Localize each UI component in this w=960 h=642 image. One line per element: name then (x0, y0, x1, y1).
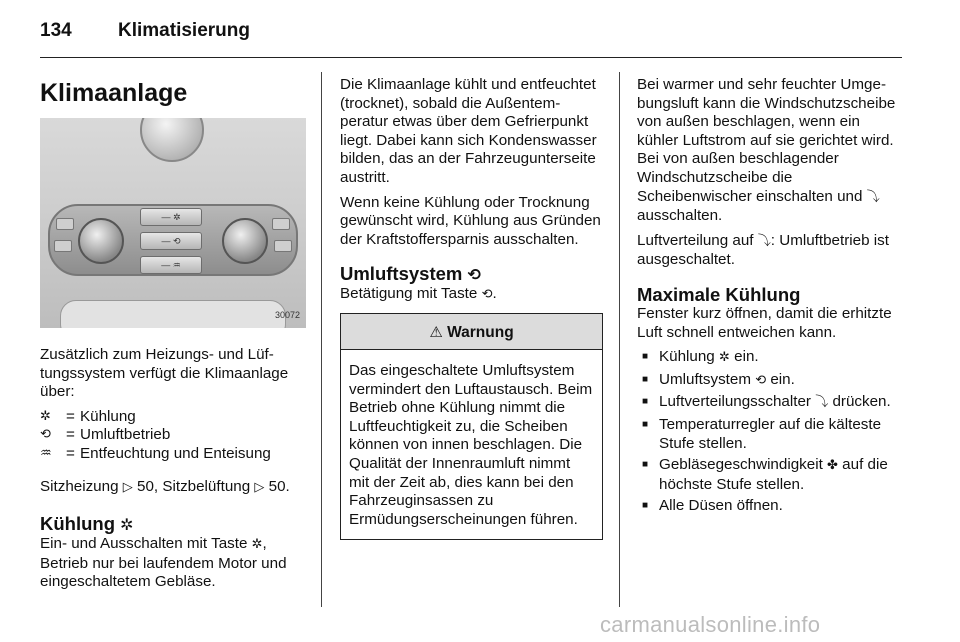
list-item-text (651, 393, 891, 413)
climate-panel-photo (40, 118, 306, 328)
warning-text: Das eingeschaltete Umluftsystem vermindert den Luftaustausch. Beim Betrieb ohne Kühlung nimmt die Luftfeuchtigkeit zu, die Scheiben können von innen beschlagen. Die Qualität der Innenraumluft nimmt mit der Zeit ab, dies kann bei den Fahrzeuginsassen zu Ermüdungserscheinungen führen. (349, 361, 593, 528)
left-knob (78, 218, 124, 264)
warning-box (340, 313, 603, 540)
arrow-ref-icon: ▷ (122, 479, 133, 495)
intro-text: Zusätzlich zum Heizungs- und Lüftungssystem verfügt die Klimaanlage über: (40, 346, 289, 401)
arrow-ref-icon: ▷ (254, 479, 265, 495)
defog-icon: ♒ (40, 445, 52, 461)
kuehlung-text-2: Betrieb nur bei laufendem Motor und eingeschaltetem Gebläse. (40, 554, 287, 591)
column-1 (40, 76, 306, 598)
panel-small-button (272, 218, 290, 230)
kuehlung-text: Ein- und Ausschalten mit Taste ✲, (40, 535, 267, 553)
umluft-text: Betätigung mit Taste ⟲. (340, 285, 497, 303)
list-item (637, 348, 905, 368)
page-ref: 50. (268, 477, 290, 495)
legend-item (40, 445, 306, 464)
recirculation-icon: ⟲ (467, 265, 481, 285)
bullet-square: ■ (642, 418, 649, 430)
warning-title: Warnung (447, 323, 514, 341)
watermark: carmanualsonline.info (600, 612, 821, 637)
cooling-icon: ✲ (40, 408, 51, 424)
page-number: 134 (40, 20, 72, 41)
list-item-text (651, 348, 759, 368)
warning-icon: ⚠ (429, 322, 443, 341)
bullet-square: ■ (642, 500, 649, 512)
list-text: drücken. (832, 393, 891, 411)
paragraph-text: : Umluftbetrieb ist ausgeschaltet. (637, 231, 889, 269)
panel-button: — ⟲ (140, 232, 202, 250)
cooling-icon: ✲ (718, 350, 730, 366)
list-item (637, 497, 905, 516)
panel-button: — ♒ (140, 256, 202, 274)
legend-text: Kühlung (80, 407, 136, 425)
column-divider (619, 72, 620, 607)
legend-text: Umluftbetrieb (80, 426, 171, 444)
chapter-title: Klimatisierung (118, 20, 250, 41)
bullet-square: ■ (642, 351, 649, 363)
page-header (40, 18, 902, 58)
paragraph: Die Klimaanlage kühlt und entfeuchtet (trocknet), sobald die Außentemperatur etwas über dem Gefrierpunkt liegt. Dabei kann sich Kondenswasser bilden, das an der Fahrzeugunterseite austritt. (340, 76, 597, 186)
cooling-icon: ✲ (251, 537, 263, 553)
list-text: Temperaturregler auf die kälteste Stufe stellen. (659, 415, 882, 452)
column-3 (637, 76, 905, 519)
column-divider (321, 72, 322, 607)
top-dial (140, 118, 204, 162)
bullet-list (637, 348, 905, 516)
kuehlung-heading (40, 513, 306, 535)
panel-small-button (56, 218, 74, 230)
right-knob (222, 218, 268, 264)
list-item (637, 416, 905, 453)
paragraph-text: Luftverteilung auf (637, 231, 754, 249)
list-text: ein. (734, 348, 759, 366)
list-item (637, 393, 905, 413)
list-item-text (651, 371, 795, 391)
fan-icon: ✤ (827, 458, 838, 474)
legend-item (40, 426, 306, 445)
heading-text: Kühlung (40, 513, 116, 535)
list-text: Luftverteilungsschalter (659, 393, 811, 411)
max-cooling-text: Fenster kurz öffnen, damit die erhitzte Luft schnell entweichen kann. (637, 304, 892, 341)
recirculation-icon: ⟲ (481, 287, 493, 303)
seat-heating-label: Sitzheizung (40, 477, 119, 495)
panel-small-button (274, 240, 292, 252)
legend-text: Entfeuchtung und Enteisung (80, 444, 271, 462)
list-item-text (651, 456, 905, 494)
list-text: Alle Düsen öffnen. (659, 497, 783, 515)
bullet-square: ■ (642, 459, 649, 471)
equals-sign: = (66, 426, 75, 444)
equals-sign: = (66, 407, 75, 425)
heading-text: Umluftsystem (340, 263, 463, 285)
cooling-icon: ✲ (120, 515, 134, 535)
list-text: ein. (770, 370, 795, 388)
seat-ventilation-label: , Sitzbelüftung (153, 477, 251, 495)
page-ref: 50 (137, 477, 154, 495)
paragraph-text: Betätigung mit Taste (340, 285, 478, 303)
bullet-square: ■ (642, 396, 649, 408)
section-heading: Klimaanlage (40, 79, 188, 107)
air-distribution-icon: ⤵ (866, 189, 880, 205)
paragraph (637, 232, 905, 270)
paragraph-text: Bei warmer und sehr feuchter Umgebungsluft kann die Windschutzscheibe von außen beschlagen, wenn ein kühler Luftstrom auf sie gerichtet wird. Bei von außen beschlagender Windschutzscheibe die Scheibenwischer einschalten und (637, 76, 896, 205)
photo-code: 30072 (274, 310, 300, 321)
recirculation-icon: ⟲ (755, 372, 767, 388)
paragraph (637, 76, 905, 226)
warning-header (341, 314, 602, 350)
equals-sign: = (66, 444, 75, 462)
max-cooling-heading: Maximale Kühlung (637, 283, 801, 305)
seat-reference (40, 478, 306, 498)
bullet-square: ■ (642, 373, 649, 385)
umluft-heading (340, 263, 603, 285)
list-item (637, 456, 905, 494)
air-distribution-icon: ⤵ (757, 233, 771, 249)
legend-item (40, 408, 306, 427)
paragraph-text: ausschalten. (637, 207, 723, 225)
air-distribution-icon: ⤵ (815, 395, 829, 411)
recirculation-icon: ⟲ (40, 427, 51, 443)
legend-list (40, 408, 306, 464)
list-text: Kühlung (659, 348, 715, 366)
list-text: Umluftsystem (659, 370, 751, 388)
column-2 (340, 76, 603, 540)
panel-small-button (54, 240, 72, 252)
panel-button: — ✲ (140, 208, 202, 226)
lower-panel (60, 300, 286, 328)
paragraph: Wenn keine Kühlung oder Trocknung gewünscht wird, Kühlung aus Gründen der Kraftstoffersparnis ausschalten. (340, 193, 601, 248)
list-text: Gebläsegeschwindigkeit (659, 456, 823, 474)
list-item (637, 371, 905, 391)
list-text: auf die höchste Stufe stellen. (659, 456, 888, 493)
paragraph-text: Ein- und Ausschalten mit Taste (40, 535, 248, 553)
